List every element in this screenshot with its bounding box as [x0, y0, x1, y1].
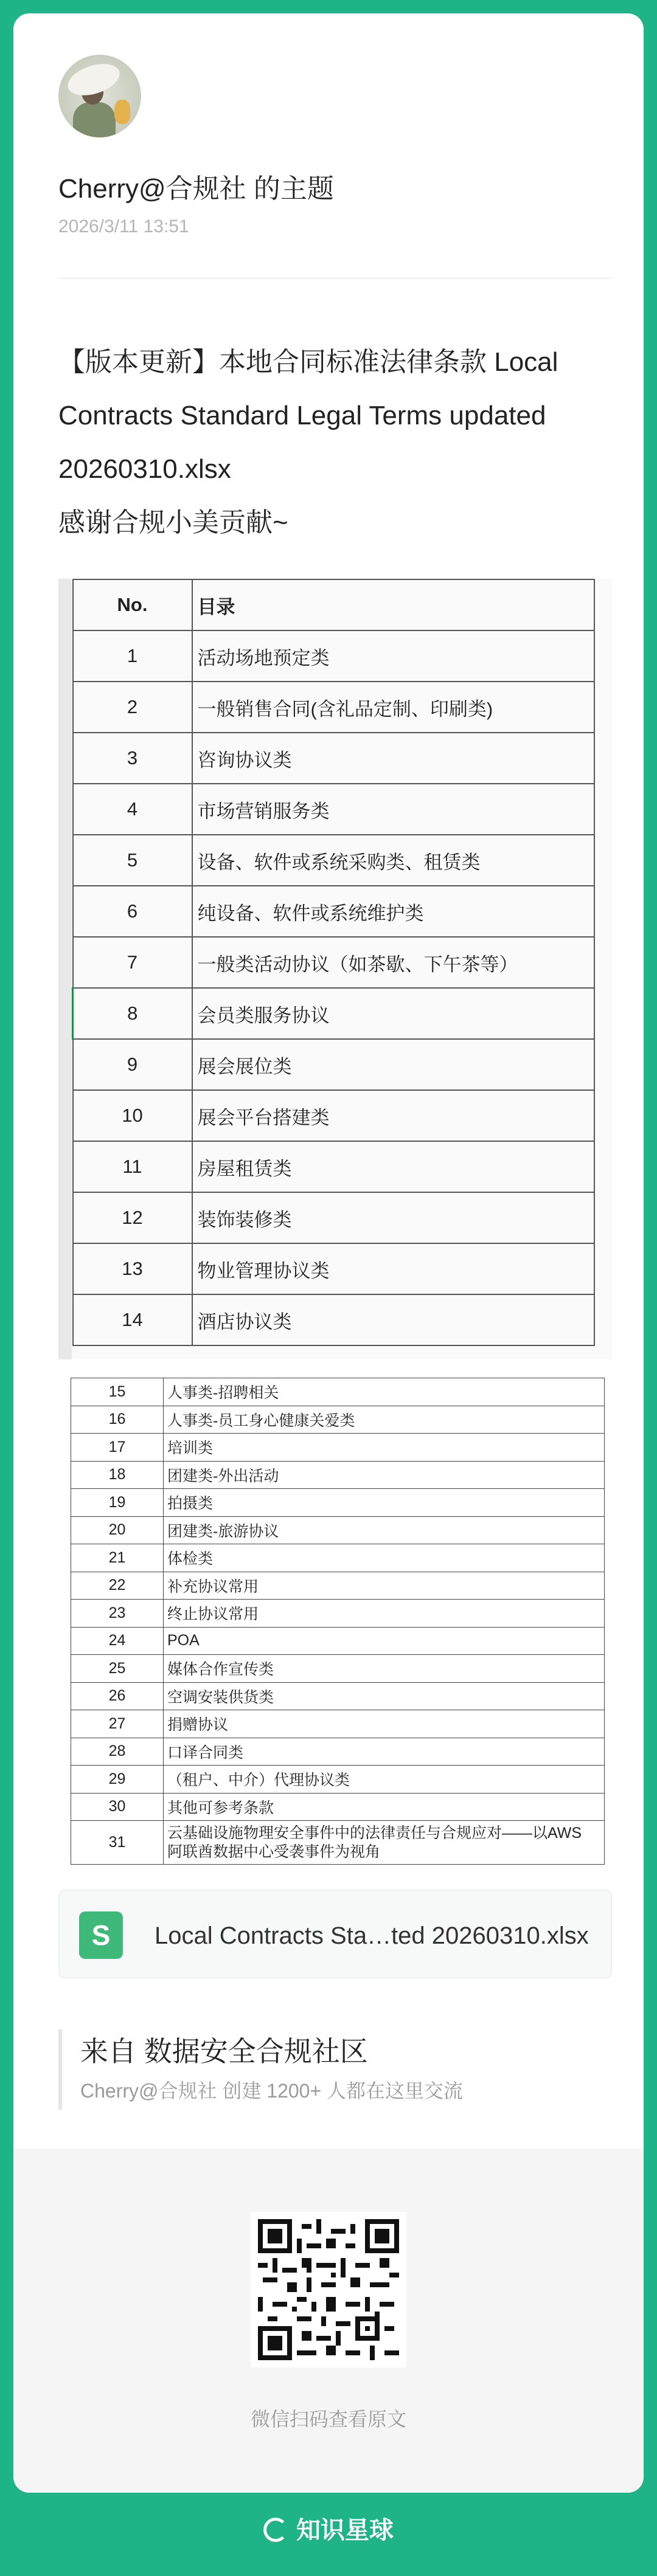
row-catalog: 活动场地预定类	[192, 630, 595, 682]
row-number: 1	[73, 630, 192, 682]
table-row	[71, 1378, 605, 1406]
row-catalog: 人事类-员工身心健康关爱类	[164, 1406, 605, 1434]
row-catalog: 捐赠协议	[164, 1710, 605, 1738]
table-row	[71, 1434, 605, 1462]
row-number: 22	[71, 1572, 164, 1600]
contract-table-continued	[71, 1378, 605, 1865]
attachment-filename: Local Contracts Sta…ted 20260310.xlsx	[155, 1922, 589, 1949]
author-avatar[interactable]	[58, 55, 141, 137]
row-number: 5	[73, 835, 192, 886]
row-catalog: 拍摄类	[164, 1489, 605, 1517]
author-line[interactable]: Cherry@合规社 的主题	[58, 174, 334, 204]
row-number: 29	[71, 1766, 164, 1794]
row-catalog-line: 云基础设施物理安全事件中的法律责任与合规应对——以AWS	[167, 1824, 582, 1842]
row-number: 15	[71, 1378, 164, 1406]
post-timestamp: 2026/3/11 13:51	[58, 216, 189, 237]
table-row	[71, 1461, 605, 1489]
table-row	[73, 1243, 595, 1294]
row-catalog: 空调安装供货类	[164, 1682, 605, 1710]
table-row	[71, 1738, 605, 1766]
row-catalog-line: 阿联酋数据中心受袭事件为视角	[167, 1843, 381, 1860]
table-row	[71, 1572, 605, 1600]
table-row	[73, 1039, 595, 1090]
row-number: 16	[71, 1406, 164, 1434]
source-community[interactable]	[58, 2029, 612, 2110]
row-catalog: 媒体合作宣传类	[164, 1655, 605, 1683]
body-line: Contracts Standard Legal Terms updated	[58, 401, 546, 430]
brand-name: 知识星球	[296, 2517, 394, 2544]
row-number: 11	[73, 1141, 192, 1192]
row-header-strip	[58, 579, 72, 1359]
row-catalog: 培训类	[164, 1434, 605, 1462]
contract-table-image-1[interactable]	[58, 579, 612, 1359]
row-catalog: 设备、软件或系统采购类、租赁类	[192, 835, 595, 886]
table-row	[73, 733, 595, 784]
row-catalog: 体检类	[164, 1544, 605, 1572]
table-row	[71, 1544, 605, 1572]
row-catalog: 纯设备、软件或系统维护类	[192, 886, 595, 937]
header-catalog: 目录	[192, 579, 595, 630]
post-card	[13, 13, 644, 2493]
brand-logo-icon	[263, 2518, 288, 2542]
row-catalog: 物业管理协议类	[192, 1243, 595, 1294]
row-catalog: 酒店协议类	[192, 1294, 595, 1345]
row-catalog: 终止协议常用	[164, 1600, 605, 1628]
row-catalog: （租户、中介）代理协议类	[164, 1766, 605, 1794]
table-row	[71, 1600, 605, 1628]
table-row	[71, 1516, 605, 1544]
qr-caption: 微信扫码查看原文	[250, 2408, 406, 2430]
row-number: 3	[73, 733, 192, 784]
table-row	[73, 988, 595, 1039]
row-catalog: 房屋租赁类	[192, 1141, 595, 1192]
row-catalog: 一般类活动协议（如茶歇、下午茶等）	[192, 937, 595, 988]
table-row	[71, 1821, 605, 1865]
row-catalog: 展会展位类	[192, 1039, 595, 1090]
row-number: 30	[71, 1793, 164, 1821]
row-number: 18	[71, 1461, 164, 1489]
row-catalog: 其他可参考条款	[164, 1793, 605, 1821]
qr-code[interactable]	[251, 2212, 406, 2367]
table-row	[73, 784, 595, 835]
table-row	[73, 886, 595, 937]
row-number: 27	[71, 1710, 164, 1738]
table-row	[73, 1192, 595, 1243]
row-number: 23	[71, 1600, 164, 1628]
table-row	[73, 630, 595, 682]
row-catalog: 口译合同类	[164, 1738, 605, 1766]
row-catalog: 咨询协议类	[192, 733, 595, 784]
row-catalog: 团建类-外出活动	[164, 1461, 605, 1489]
table-row	[73, 835, 595, 886]
row-number: 20	[71, 1516, 164, 1544]
table-row	[71, 1655, 605, 1683]
table-row	[71, 1710, 605, 1738]
row-number: 14	[73, 1294, 192, 1345]
row-number: 26	[71, 1682, 164, 1710]
body-line: 感谢合规小美贡献~	[58, 508, 288, 537]
row-number: 4	[73, 784, 192, 835]
row-catalog: 展会平台搭建类	[192, 1090, 595, 1141]
body-line: 【版本更新】本地合同标准法律条款 Local	[58, 347, 558, 377]
row-number: 19	[71, 1489, 164, 1517]
row-number: 10	[73, 1090, 192, 1141]
table-row	[73, 937, 595, 988]
table-row	[73, 1090, 595, 1141]
table-row	[73, 682, 595, 733]
row-catalog: 会员类服务协议	[192, 988, 595, 1039]
table-row	[71, 1793, 605, 1821]
contract-table	[72, 579, 595, 1346]
source-title: 来自 数据安全合规社区	[80, 2036, 368, 2067]
row-number: 7	[73, 937, 192, 988]
row-number: 28	[71, 1738, 164, 1766]
table-header-row	[73, 579, 595, 630]
post-body	[58, 336, 606, 550]
brand-footer	[0, 2511, 657, 2546]
divider	[58, 278, 612, 279]
table-row	[73, 1141, 595, 1192]
body-line: 20260310.xlsx	[58, 454, 231, 484]
row-number: 12	[73, 1192, 192, 1243]
table-row	[71, 1682, 605, 1710]
row-catalog	[164, 1821, 605, 1865]
source-subtitle: Cherry@合规社 创建 1200+ 人都在这里交流	[80, 2080, 464, 2102]
row-number: 9	[73, 1039, 192, 1090]
row-catalog: 市场营销服务类	[192, 784, 595, 835]
row-number: 24	[71, 1627, 164, 1655]
table-row	[71, 1627, 605, 1655]
row-number: 31	[71, 1821, 164, 1865]
row-number: 2	[73, 682, 192, 733]
contract-table-image-2[interactable]	[71, 1378, 607, 1869]
row-number: 8	[73, 988, 192, 1039]
row-number: 17	[71, 1434, 164, 1462]
row-catalog: POA	[164, 1627, 605, 1655]
row-catalog: 一般销售合同(含礼品定制、印刷类)	[192, 682, 595, 733]
table-row	[71, 1406, 605, 1434]
row-catalog: 补充协议常用	[164, 1572, 605, 1600]
row-catalog: 团建类-旅游协议	[164, 1516, 605, 1544]
spreadsheet-icon: S	[79, 1911, 123, 1959]
row-number: 25	[71, 1655, 164, 1683]
header-no: No.	[73, 579, 192, 630]
table-row	[73, 1294, 595, 1345]
row-number: 21	[71, 1544, 164, 1572]
row-number: 13	[73, 1243, 192, 1294]
row-catalog: 装饰装修类	[192, 1192, 595, 1243]
qr-section	[13, 2149, 644, 2493]
row-number: 6	[73, 886, 192, 937]
file-attachment[interactable]	[58, 1890, 612, 1978]
table-row	[71, 1766, 605, 1794]
row-catalog: 人事类-招聘相关	[164, 1378, 605, 1406]
table-row	[71, 1489, 605, 1517]
